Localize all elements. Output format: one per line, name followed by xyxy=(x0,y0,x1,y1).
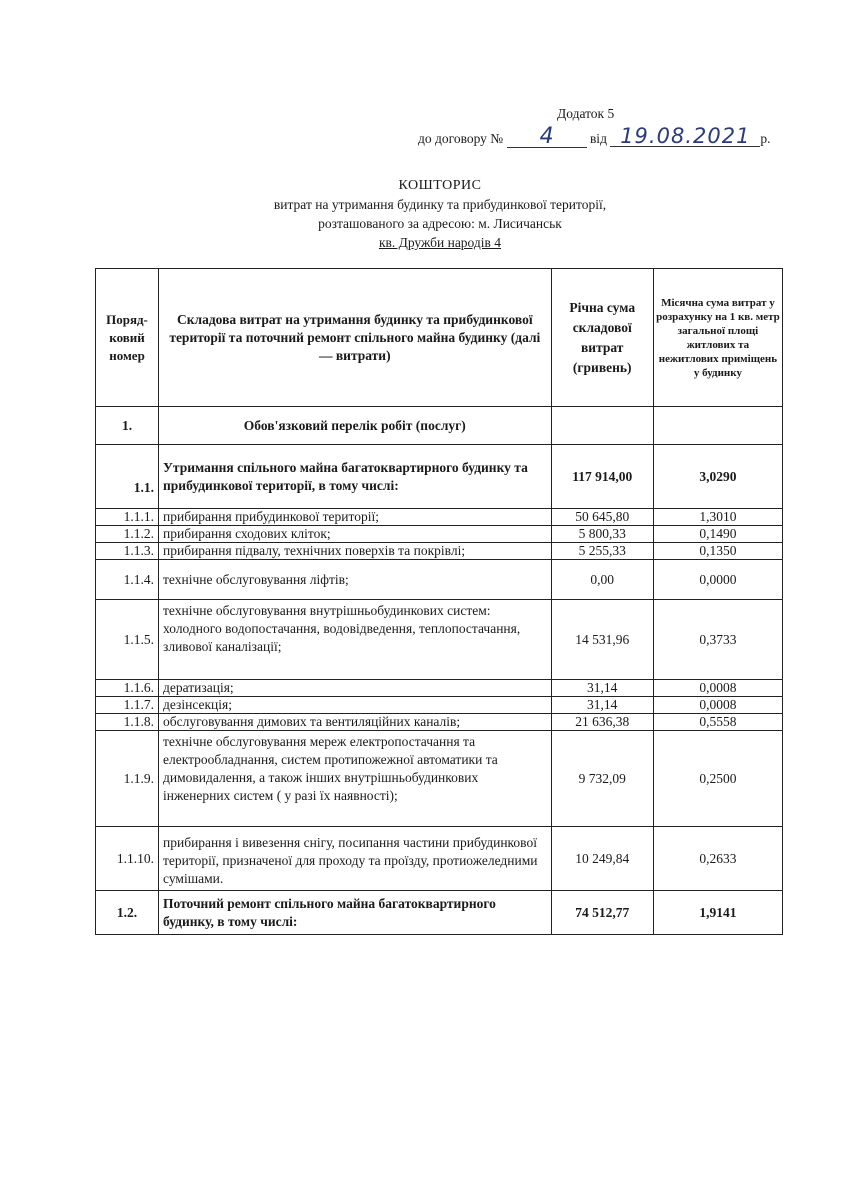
row-description: прибирання підвалу, технічних поверхів та покрівлі; xyxy=(159,543,552,560)
row-description: прибирання і вивезення снігу, посипання частини прибудинкової території, призначеної для проходу та проїзду, протиожеледними сумішами. xyxy=(159,827,552,891)
annex-label: Додаток 5 xyxy=(557,106,615,121)
table-row xyxy=(96,560,783,600)
row-number: 1.1.6. xyxy=(96,680,159,697)
row-number: 1.1. xyxy=(96,445,159,509)
row-monthly-rate: 1,9141 xyxy=(653,891,782,935)
row-number: 1.1.10. xyxy=(96,827,159,891)
contract-prefix: до договору № xyxy=(418,131,504,146)
table-row xyxy=(96,509,783,526)
row-number: 1.2. xyxy=(96,891,159,935)
row-monthly-rate: 0,3733 xyxy=(653,600,782,680)
table-row xyxy=(96,543,783,560)
row-yearly-sum: 5 800,33 xyxy=(551,526,653,543)
row-description: дезінсекція; xyxy=(159,697,552,714)
table-row xyxy=(96,731,783,827)
address-street: кв. Дружби народів 4 xyxy=(378,235,502,250)
column-header-number: Поряд- ковий номер xyxy=(96,269,159,407)
row-yearly-sum: 0,00 xyxy=(551,560,653,600)
row-description: Поточний ремонт спільного майна багатоквартирного будинку, в тому числі: xyxy=(159,891,552,935)
table-row xyxy=(96,445,783,509)
row-yearly-sum: 21 636,38 xyxy=(551,714,653,731)
row-yearly-sum: 117 914,00 xyxy=(551,445,653,509)
row-number: 1.1.9. xyxy=(96,731,159,827)
row-monthly-rate: 0,1490 xyxy=(653,526,782,543)
row-yearly-sum: 50 645,80 xyxy=(551,509,653,526)
table-row xyxy=(96,891,783,935)
document-title: КОШТОРИС xyxy=(398,178,482,193)
table-row xyxy=(96,714,783,731)
row-description: прибирання прибудинкової території; xyxy=(159,509,552,526)
row-yearly-sum: 31,14 xyxy=(551,680,653,697)
table-row xyxy=(96,697,783,714)
row-number: 1. xyxy=(96,407,159,445)
row-description: технічне обслуговування мереж електропостачання та електрообладнання, систем протипожежної автоматики та димовидалення, а також інших внутрішньобудинкових інженерних систем ( у разі їх наявності); xyxy=(159,731,552,827)
row-monthly-rate: 0,0000 xyxy=(653,560,782,600)
row-yearly-sum: 31,14 xyxy=(551,697,653,714)
row-yearly-sum xyxy=(551,407,653,445)
column-header-description: Складова витрат на утримання будинку та прибудинкової території та поточний ремонт спільного майна будинку (далі — витрати) xyxy=(159,269,552,407)
row-yearly-sum: 9 732,09 xyxy=(551,731,653,827)
row-monthly-rate: 0,0008 xyxy=(653,680,782,697)
row-monthly-rate: 0,2633 xyxy=(653,827,782,891)
row-number: 1.1.1. xyxy=(96,509,159,526)
column-header-monthly: Місячна сума витрат у розрахунку на 1 кв. метр загальної площі житлових та нежитлових приміщень у будинку xyxy=(653,269,782,407)
table-row xyxy=(96,526,783,543)
row-yearly-sum: 5 255,33 xyxy=(551,543,653,560)
document-subtitle-2: розташованого за адресою: м. Лисичанськ xyxy=(318,216,562,231)
row-description: технічне обслуговування ліфтів; xyxy=(159,560,552,600)
contract-reference xyxy=(418,126,770,148)
date-prefix: від xyxy=(589,131,607,146)
row-number: 1.1.8. xyxy=(96,714,159,731)
contract-date: 19.08.2021 xyxy=(610,126,760,147)
row-description: технічне обслуговування внутрішньобудинкових систем: холодного водопостачання, водовідведення, теплопостачання, зливової каналізації; xyxy=(159,600,552,680)
table-row xyxy=(96,827,783,891)
document-heading xyxy=(200,176,680,252)
row-number: 1.1.5. xyxy=(96,600,159,680)
row-monthly-rate: 1,3010 xyxy=(653,509,782,526)
table-row xyxy=(96,407,783,445)
row-monthly-rate: 0,0008 xyxy=(653,697,782,714)
row-number: 1.1.7. xyxy=(96,697,159,714)
row-description: обслуговування димових та вентиляційних каналів; xyxy=(159,714,552,731)
contract-number: 4 xyxy=(507,127,587,148)
column-header-yearly: Річна сума складової витрат (гривень) xyxy=(551,269,653,407)
row-monthly-rate: 0,5558 xyxy=(653,714,782,731)
document-subtitle-1: витрат на утримання будинку та прибудинкової території, xyxy=(273,197,607,212)
row-monthly-rate xyxy=(653,407,782,445)
row-yearly-sum: 14 531,96 xyxy=(551,600,653,680)
estimate-table xyxy=(95,268,783,935)
row-monthly-rate: 0,2500 xyxy=(653,731,782,827)
table-row xyxy=(96,680,783,697)
row-monthly-rate: 0,1350 xyxy=(653,543,782,560)
row-description: Утримання спільного майна багатоквартирного будинку та прибудинкової території, в тому числі: xyxy=(159,445,552,509)
table-row xyxy=(96,600,783,680)
row-number: 1.1.2. xyxy=(96,526,159,543)
row-description: прибирання сходових кліток; xyxy=(159,526,552,543)
table-header-row xyxy=(96,269,783,407)
date-suffix: р. xyxy=(760,131,771,146)
row-yearly-sum: 10 249,84 xyxy=(551,827,653,891)
row-description: дератизація; xyxy=(159,680,552,697)
row-description: Обов'язковий перелік робіт (послуг) xyxy=(159,407,552,445)
row-monthly-rate: 3,0290 xyxy=(653,445,782,509)
row-number: 1.1.4. xyxy=(96,560,159,600)
row-number: 1.1.3. xyxy=(96,543,159,560)
row-yearly-sum: 74 512,77 xyxy=(551,891,653,935)
